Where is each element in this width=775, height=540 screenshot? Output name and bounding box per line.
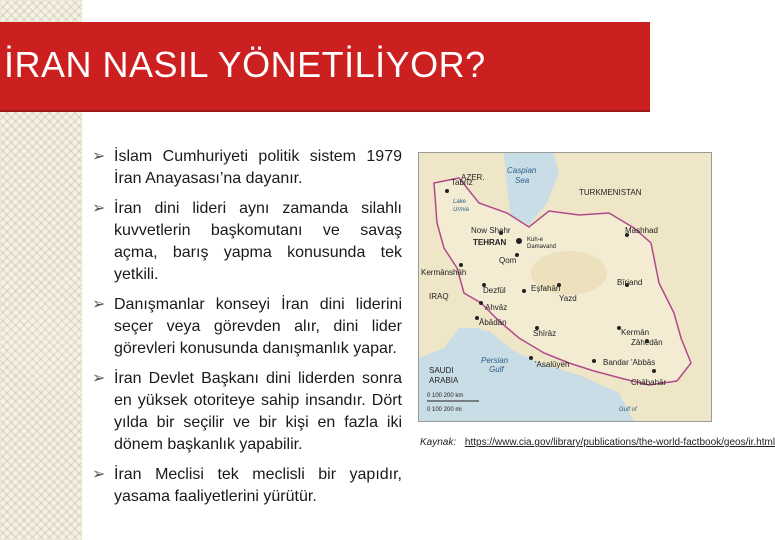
bullet-text: İran dini lideri aynı zamanda silahlı kuvvetlerin başkomutanı ve savaş açma, barış yapma konusunda tek yetkili. (114, 200, 402, 283)
list-item (92, 146, 402, 190)
map-label-kerman: Kermān (621, 328, 650, 337)
map-label-turkmenistan: TURKMENISTAN (579, 188, 642, 197)
map-svg (419, 153, 711, 421)
arrow-bullet-icon: ➢ (92, 200, 106, 217)
iran-map (418, 152, 712, 422)
map-label-gulf-of-oman: Gulf of (619, 407, 637, 413)
map-label-arabia: ARABIA (429, 376, 459, 385)
map-label-dezful: Dezfūl (483, 286, 506, 295)
list-item (92, 368, 402, 456)
map-label-ahvaz: Ahvāz (485, 303, 508, 312)
map-label-zahedan: Zāhedān (631, 338, 663, 347)
map-label-abadan: Ābādān (479, 318, 507, 327)
page-title: İRAN NASIL YÖNETİLİYOR? (4, 44, 486, 85)
map-label-shiraz: Shīrāz (533, 329, 557, 338)
map-label-azer: AZER. (461, 173, 485, 182)
arrow-bullet-icon: ➢ (92, 466, 106, 483)
bullet-list (92, 146, 402, 540)
map-label-tehran: TEHRAN (473, 238, 507, 247)
bullet-text: İran Meclisi tek meclisli bir yapıdır, yasama faaliyetlerini yürütür. (114, 466, 402, 505)
map-label-tabriz: Tabrīz (451, 178, 473, 187)
arrow-bullet-icon: ➢ (92, 370, 106, 387)
map-label-kuhe: Kuh-e (527, 237, 544, 243)
map-label-esfahan: Eşfahān (531, 284, 561, 293)
map-scale-km: 0 100 200 km (427, 393, 464, 399)
map-label-chabahar: Chābahār (631, 378, 667, 387)
source-link[interactable]: https://www.cia.gov/library/publications/the-world-factbook/geos/ir.html (464, 437, 775, 448)
map-label-lake: Lake (453, 199, 467, 205)
map-label-persian: Persian (481, 356, 509, 365)
map-label-mashhad: Mashhad (625, 226, 658, 235)
map-label-nowshahr: Now Shahr (471, 226, 511, 235)
map-label-sea: Sea (515, 176, 530, 185)
map-label-qom: Qom (499, 256, 517, 265)
source-label: Kaynak: (420, 437, 457, 448)
source-caption (420, 437, 775, 448)
map-label-kermanshah: Kermānshāh (421, 268, 467, 277)
arrow-bullet-icon: ➢ (92, 148, 106, 165)
map-label-birjand: Bīrjand (617, 278, 643, 287)
map-label-asaluyeh: 'Asalūyeh (535, 360, 570, 369)
list-item (92, 198, 402, 286)
arrow-bullet-icon: ➢ (92, 296, 106, 313)
bullet-text: İran Devlet Başkanı dini liderden sonra en yüksek otoriteye sahip insandır. Dört yılda bir seçilir ve bir kişi en fazla iki dönem başkanlık yapabilir. (114, 370, 402, 453)
bullet-text: Danışmanlar konseyi İran dini liderini seçer veya görevden alır, dini lider görevleri konusunda danışmanlık yapar. (114, 296, 402, 357)
map-label-damavand: Damavand (527, 244, 557, 250)
map-label-gulf: Gulf (489, 365, 504, 374)
map-label-urmia: Urmia (453, 207, 469, 213)
list-item (92, 294, 402, 360)
map-label-iraq: IRAQ (429, 292, 449, 301)
map-scale-mi: 0 100 200 mi (427, 407, 462, 413)
list-item (92, 464, 402, 508)
map-label-caspian: Caspian (507, 166, 537, 175)
map-label-bandar-abbas: Bandar 'Abbās (603, 358, 656, 367)
map-label-yazd: Yazd (559, 294, 577, 303)
bullet-text: İslam Cumhuriyeti politik sistem 1979 İran Anayasası’na dayanır. (114, 148, 402, 187)
map-label-saudi: SAUDI (429, 366, 454, 375)
